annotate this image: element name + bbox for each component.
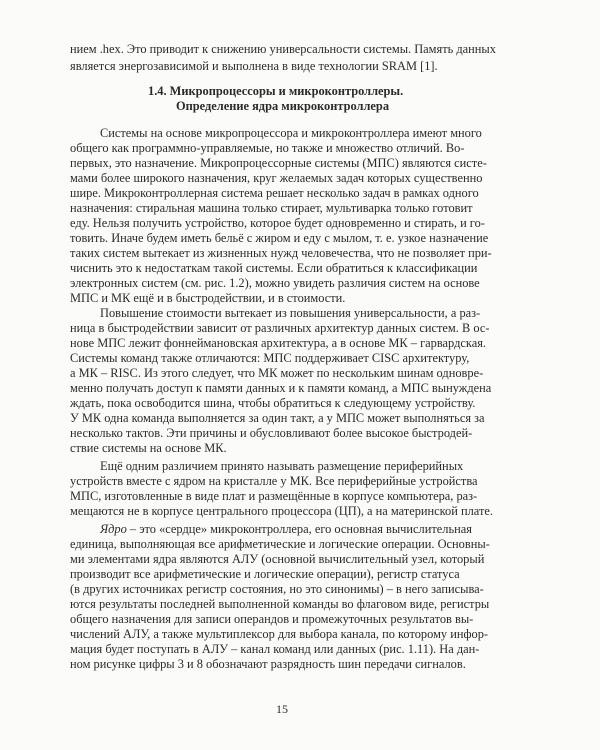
text-line: ждать, пока освободится шина, чтобы обратиться к следующему устройству. — [70, 396, 476, 410]
text-line: мация будет поступать в АЛУ – канал команд или данных (рис. 1.11). На дан- — [70, 642, 480, 656]
text-line: нове МПС лежит фоннеймановская архитектура, а в основе МК – гарвардская. — [70, 336, 486, 350]
text-line: Ещё одним различием принято называть размещение периферийных — [100, 459, 464, 473]
text-line: МПС и МК ещё и в быстродействии, и в стоимости. — [70, 291, 346, 305]
text-line: первых, это назначение. Микропроцессорные системы (МПС) являются систе- — [70, 156, 487, 170]
text-line: ются результаты последней выполненной команды во флаговом виде, регистры — [70, 597, 490, 611]
text-line: устройств вместе с ядром на кристалле у МК. Все периферийные устройства — [70, 474, 478, 488]
section-subtitle: Определение ядра микроконтроллера — [176, 99, 390, 113]
text-line: ствие системы на основе МК. — [70, 441, 227, 455]
page-number: 15 — [276, 702, 288, 716]
text-line: мами более широкого назначения, круг желаемых задач которых существенно — [70, 171, 483, 185]
text-line: Повышение стоимости вытекает из повышения универсальности, а раз- — [100, 306, 481, 320]
section-title: 1.4. Микропроцессоры и микроконтроллеры. — [148, 84, 404, 98]
intro-line: является энергозависимой и выполнена в виде технологии SRAM [1]. — [70, 59, 438, 73]
text-line: назначения: стиральная машина только стирает, мультиварка только готовит — [70, 201, 473, 215]
text-line: шире. Микроконтроллерная система решает несколько задач в рамках одного — [70, 186, 479, 200]
text-line: производит все арифметические и логические операции), регистр статуса — [70, 567, 460, 581]
text-line: ном рисунке цифры 3 и 8 обозначают разрядность шин передачи сигналов. — [70, 657, 466, 671]
text-line: электронных систем (см. рис. 1.2), можно увидеть различия систем на основе — [70, 276, 480, 290]
text-line: таких систем вытекает из жизненных нужд человечества, что не позволяет при- — [70, 246, 492, 260]
text-line: еду. Нельзя получить устройство, которое будет одновременно и стирать, и го- — [70, 216, 485, 230]
text-line: числений АЛУ, а также мультиплексор для выбора канала, по которому инфор- — [70, 627, 489, 641]
text-line: ница в быстродействии зависит от различных архитектур данных систем. В ос- — [70, 321, 490, 335]
text-line: единица, выполняющая все арифметические и логические операции. Основны- — [70, 537, 490, 551]
text-line: МПС, изготовленные в виде плат и размещённые в корпусе компьютера, раз- — [70, 489, 478, 503]
text-line: общего назначения для записи операндов и промежуточных результатов вы- — [70, 612, 474, 626]
text-line: общего как программно-управляемые, но также и множество отличий. Во- — [70, 141, 465, 155]
text-line: чиснить это к недостаткам такой системы. Если обратиться к классификации — [70, 261, 478, 275]
text-line: (в других источниках регистр состояния, но это синонимы) – в него записыва- — [70, 582, 484, 596]
text-line: менно получать доступ к памяти данных и к памяти команд, а МПС вынуждена — [70, 381, 492, 395]
definition-line — [100, 522, 472, 537]
text-line: Системы на основе микропроцессора и микроконтроллера имеют много — [100, 126, 482, 140]
text-line: товить. Иначе будем иметь бельё с жиром и еду с мылом, т. е. узкое назначение — [70, 231, 489, 245]
text-line: У МК одна команда выполняется за один такт, а у МПС может выполняться за — [70, 411, 485, 425]
text-line: Системы команд также отличаются: МПС поддерживает CISC архитектуру, — [70, 351, 470, 365]
intro-line: нием .hex. Это приводит к снижению универсальности системы. Память данных — [70, 42, 496, 56]
text-line: ми элементами ядра являются АЛУ (основной вычислительный узел, который — [70, 552, 485, 566]
text-line: несколько тактов. Эти причины и обусловливают более высокое быстродей- — [70, 426, 473, 440]
text-line: мещаются не в корпусе центрального процессора (ЦП), а на материнской плате. — [70, 504, 493, 518]
definition-text: – это «сердце» микроконтроллера, его основная вычислительная — [126, 522, 472, 536]
text-line: а МК – RISC. Из этого следует, что МК может по нескольким шинам одновре- — [70, 366, 484, 380]
term-core: Ядро — [100, 522, 127, 536]
